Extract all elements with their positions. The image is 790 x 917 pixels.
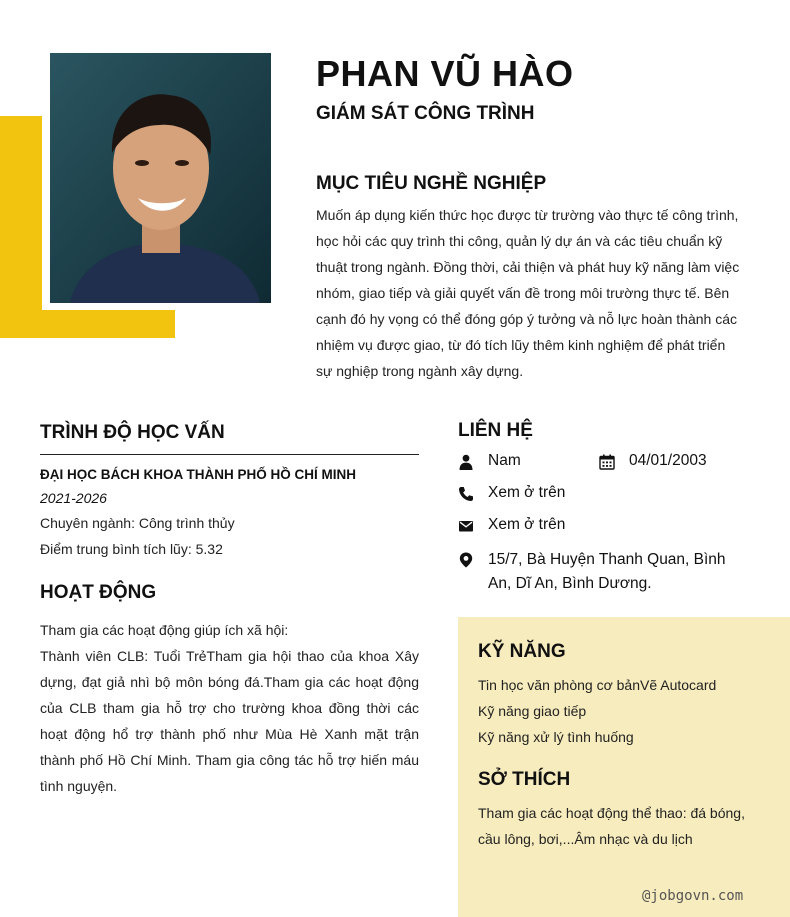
location-pin-icon	[458, 552, 474, 568]
contact-phone	[458, 484, 565, 502]
contact-email	[458, 516, 565, 534]
contact-address-value: 15/7, Bà Huyện Thanh Quan, Bình An, Dĩ An, Bình Dương.	[488, 551, 726, 592]
accent-bar-vertical	[0, 116, 42, 338]
hobbies-title: SỞ THÍCH	[478, 769, 571, 790]
candidate-position: GIÁM SÁT CÔNG TRÌNH	[316, 103, 535, 124]
activities-body	[40, 617, 419, 799]
contact-title: LIÊN HỆ	[458, 420, 533, 441]
hobbies-text: Tham gia các hoạt động thể thao: đá bóng, cầu lông, bơi,...Âm nhạc và du lịch	[478, 805, 745, 847]
phone-icon	[458, 486, 474, 502]
education-gpa: Điểm trung bình tích lũy: 5.32	[40, 541, 223, 557]
objective-title: MỤC TIÊU NGHỀ NGHIỆP	[316, 173, 547, 194]
contact-address	[458, 548, 748, 596]
activities-intro: Tham gia các hoạt động giúp ích xã hội:	[40, 622, 289, 638]
activities-title: HOẠT ĐỘNG	[40, 582, 157, 603]
contact-phone-value: Xem ở trên	[488, 484, 566, 501]
skill-item: Tin học văn phòng cơ bảnVẽ Autocard	[478, 677, 717, 693]
contact-dob-value: 04/01/2003	[629, 452, 707, 469]
calendar-icon	[599, 454, 615, 470]
watermark: @jobgovn.com	[642, 888, 744, 904]
activities-text: Thành viên CLB: Tuổi TrẻTham gia hội thao của khoa Xây dựng, đạt giả nhì bộ môn bóng đá.Tham gia các hoạt động của CLB tham gia hỗ trợ cho trường khoa đồng thời các hoạt động hổ trợ thành phố như Mùa Hè Xanh mặt trận thành phố Hồ Chí Minh. Tham gia công tác hỗ trợ hiến máu tình nguyện.	[40, 648, 419, 794]
profile-photo	[50, 53, 271, 303]
contact-email-value: Xem ở trên	[488, 516, 566, 533]
skills-title: KỸ NĂNG	[478, 641, 566, 662]
objective-text: Muốn áp dụng kiến thức học được từ trường vào thực tế công trình, học hỏi các quy trình thi công, quản lý dự án và các tiêu chuẩn kỹ thuật trong ngành. Đồng thời, cải thiện và phát huy kỹ năng làm việc nhóm, giao tiếp và giải quyết vấn đề trong môi trường thực tế. Bên cạnh đó hy vọng có thể đóng góp ý tưởng và nỗ lực hoàn thành các nhiệm vụ được giao, từ đó tích lũy thêm kinh nghiệm để phát triển sự nghiệp trong ngành xây dựng.	[316, 207, 740, 379]
accent-bar-horizontal	[0, 310, 175, 338]
education-title: TRÌNH ĐỘ HỌC VẤN	[40, 422, 225, 443]
candidate-name: PHAN VŨ HÀO	[316, 53, 574, 94]
contact-gender	[458, 452, 521, 470]
education-years: 2021-2026	[40, 490, 107, 506]
email-icon	[458, 518, 474, 534]
education-divider	[40, 454, 419, 455]
education-school: ĐẠI HỌC BÁCH KHOA THÀNH PHỐ HỒ CHÍ MINH	[40, 467, 356, 482]
contact-dob	[599, 452, 707, 470]
person-icon	[458, 454, 474, 470]
skills-list	[478, 672, 716, 750]
skill-item: Kỹ năng xử lý tình huống	[478, 729, 634, 745]
skill-item: Kỹ năng giao tiếp	[478, 703, 587, 719]
education-major: Chuyên ngành: Công trình thủy	[40, 515, 235, 531]
contact-gender-value: Nam	[488, 452, 521, 469]
